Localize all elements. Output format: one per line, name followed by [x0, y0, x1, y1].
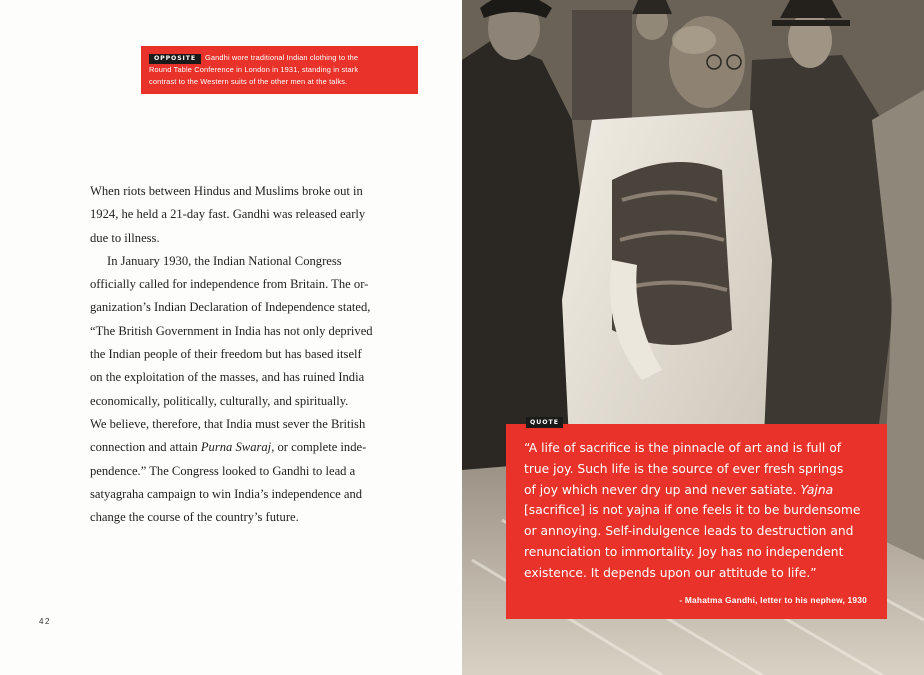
text-line: pendence.” The Congress looked to Gandhi to lead a: [90, 463, 356, 478]
yajna-term: Yajna: [800, 482, 834, 497]
text-line: on the exploitation of the masses, and has ruined India: [90, 370, 365, 385]
text-line: ganization’s Indian Declaration of Independence stated,: [90, 300, 371, 315]
page-number: 42: [39, 617, 51, 626]
pull-quote: [506, 424, 887, 619]
quote-attribution: - Mahatma Gandhi, letter to his nephew, 1930: [679, 595, 867, 605]
text-line: When riots between Hindus and Muslims broke out in: [90, 184, 363, 198]
quote-text: [524, 438, 877, 584]
photo-caption: [141, 46, 418, 94]
quote-line: true joy. Such life is the source of ever fresh springs: [524, 461, 844, 476]
text-line: change the course of the country’s future.: [90, 510, 299, 525]
text-line: officially called for independence from Britain. The or-: [90, 277, 369, 292]
caption-tag: OPPOSITE: [149, 54, 201, 64]
quote-line: renunciation to immortality. Joy has no independent: [524, 544, 844, 559]
quote-line: existence. It depends upon our attitude to life.”: [524, 565, 817, 580]
text-line: due to illness.: [90, 230, 160, 245]
quote-fragment: of joy which never dry up and never satiate.: [524, 482, 801, 497]
text-line: 1924, he held a 21-day fast. Gandhi was released early: [90, 207, 366, 222]
caption-line: Gandhi wore traditional Indian clothing to the: [205, 53, 359, 62]
text-fragment: , or complete inde-: [271, 440, 367, 455]
quote-line: [sacrifice] is not yajna if one feels it to be burdensome: [524, 503, 861, 518]
paragraph-2: [90, 250, 373, 530]
text-line: the Indian people of their freedom but has based itself: [90, 347, 362, 362]
quote-tag: QUOTE: [526, 417, 563, 428]
text-line: “The British Government in India has not only deprived: [90, 323, 373, 338]
text-line: economically, politically, culturally, and spiritually.: [90, 393, 349, 408]
purna-swaraj-term: Purna Swaraj: [200, 440, 272, 455]
caption-line: contrast to the Western suits of the other men at the talks.: [149, 77, 348, 86]
caption-line: Round Table Conference in London in 1931, standing in stark: [149, 65, 359, 74]
text-line: satyagraha campaign to win India’s independence and: [90, 486, 363, 501]
crowd-hat: [632, 0, 672, 14]
quote-line: [524, 480, 877, 501]
text-fragment: connection and attain: [90, 440, 201, 455]
text-line: In January 1930, the Indian National Congress: [107, 253, 342, 268]
quote-line: “A life of sacrifice is the pinnacle of art and is full of: [524, 441, 842, 455]
body-text: [90, 180, 373, 529]
quote-line: or annoying. Self-indulgence leads to destruction and: [524, 524, 854, 539]
text-line: We believe, therefore, that India must sever the British: [90, 416, 366, 431]
crowd-figure: [572, 10, 632, 120]
text-line: [90, 436, 367, 459]
gandhi-head-highlight: [672, 26, 716, 54]
paragraph-1: [90, 180, 366, 250]
